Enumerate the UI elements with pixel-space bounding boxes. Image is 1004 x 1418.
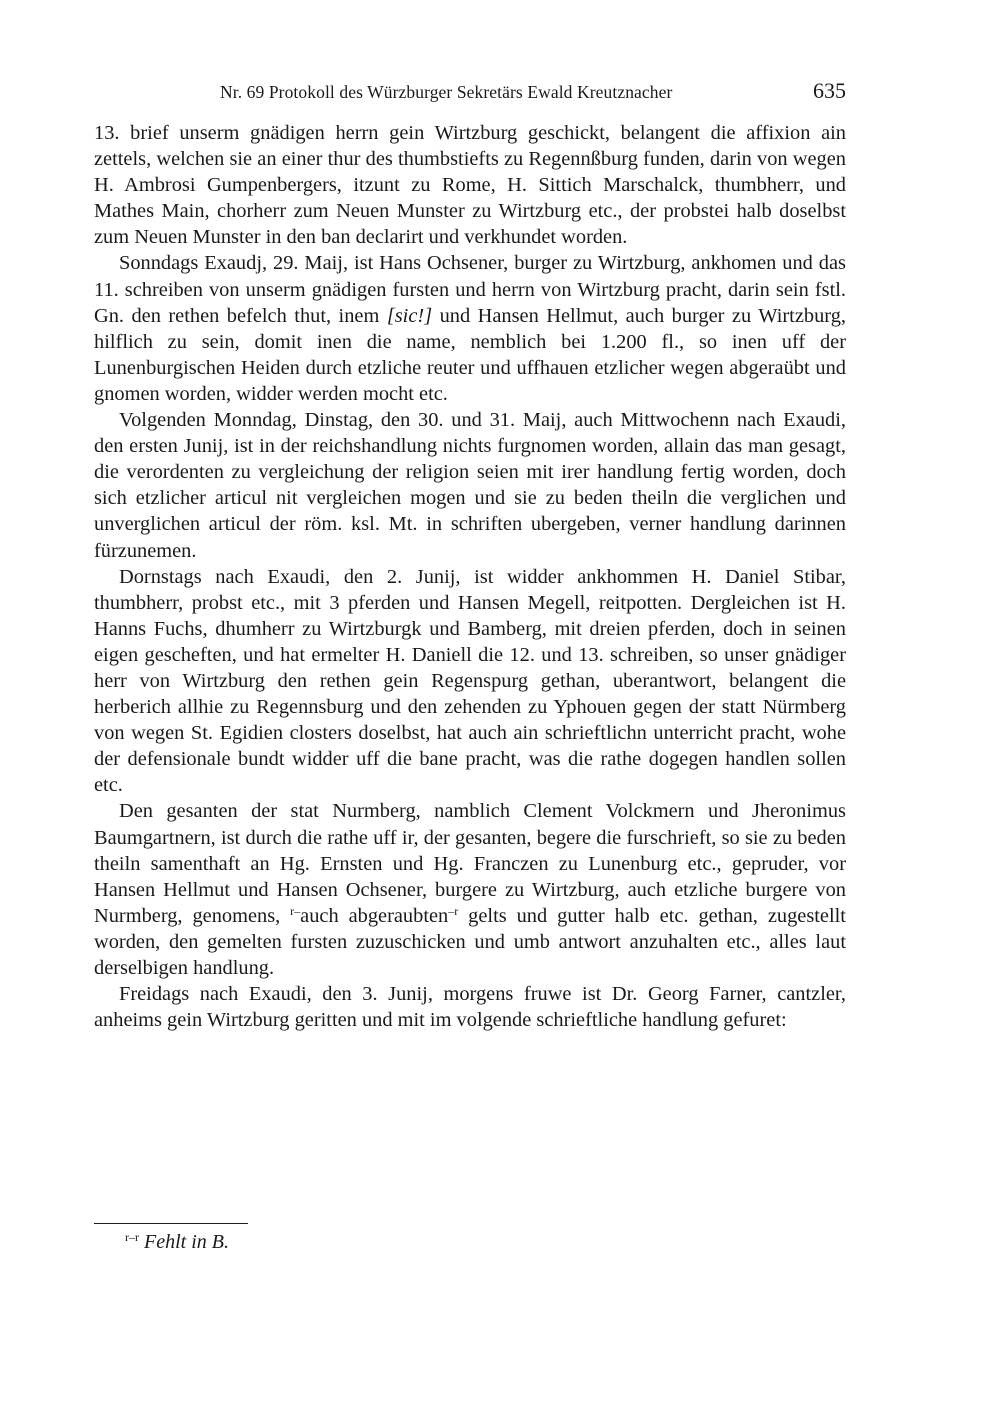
footnote-rule bbox=[94, 1223, 248, 1224]
paragraph-5-text-b: gelts und gutter halb etc. gethan, zugestellt worden, den gemelten fursten zuzuschicken und umb antwort anzuhalten etc., alles laut derselbigen handlung. bbox=[94, 904, 846, 979]
page-header bbox=[94, 78, 846, 108]
footnote bbox=[125, 1229, 229, 1255]
main-text bbox=[94, 120, 846, 1033]
paragraph-4 bbox=[94, 564, 846, 799]
footnote-mark-close: –r bbox=[448, 903, 459, 918]
footnote-mark-open: r– bbox=[290, 903, 301, 918]
paragraph-1-text: 13. brief unserm gnädigen herrn gein Wirtzburg geschickt, belangent die affixion ain zettels, welchen sie an einer thur des thumbstiefts zu Regennßburg funden, darin von wegen H. Ambrosi Gumpenbergers, itzunt zu Rome, H. Sittich Marschalck, thumbherr, und Mathes Main, chorherr zum Neuen Munster zu Wirtzburg etc., der probstei halb doselbst zum Neuen Munster in den ban declarirt und verkhundet worden. bbox=[94, 122, 846, 249]
footnote-mark: r–r bbox=[125, 1230, 139, 1244]
page-number: 635 bbox=[813, 78, 846, 103]
paragraph-5 bbox=[94, 798, 846, 981]
editorial-insertion: [sic!] bbox=[386, 304, 433, 327]
footnote-text: Fehlt in B. bbox=[144, 1231, 229, 1253]
paragraph-4-text: Dornstags nach Exaudi, den 2. Junij, ist widder ankhommen H. Daniel Stibar, thumbherr, probst etc., mit 3 pferden und Hansen Megell, reitpotten. Dergleichen ist H. Hanns Fuchs, dhumherr zu Wirtzburgk und Bamberg, mit dreien pferden, doch in seinen eigen gescheften, und hat ermelter H. Daniell die 12. und 13. schreiben, so unser gnädiger herr von Wirtzburg den rethen gein Regenspurg gethan, uberantwort, belangent die herberich allhie zu Regennsburg und den zehenden zu Yphouen gegen der statt Nürmberg von wegen St. Egidien closters doselbst, hat auch ain schrieftlichn unterricht pracht, wohe der defensionale bundt widder uff die bane pracht, was die rathe dogegen handlen sollen etc. bbox=[94, 565, 846, 797]
paragraph-6 bbox=[94, 981, 846, 1033]
paragraph-2 bbox=[94, 250, 846, 407]
paragraph-2-text-b: und Hansen Hellmut, auch burger zu Wirtzburg, hilflich zu sein, domit inen die name, nemblich bei 1.200 fl., so inen uff der Lunenburgischen Heiden durch etzliche reuter und uffhauen etzlicher wegen abgeraübt und gnomen worden, widder werden mocht etc. bbox=[94, 304, 846, 405]
paragraph-3-text: Volgenden Monndag, Dinstag, den 30. und 31. Maij, auch Mittwochenn nach Exaudi, den ersten Junij, ist in der reichshandlung nichts furgnomen worden, allain das man gesagt, die verordenten zu vergleichung der religion seien mit irer handlung fertig worden, doch sich etzlicher articul nit vergleichen mogen und sie zu beden theiln die verglichen und unverglichen articul der röm. ksl. Mt. in schriften ubergeben, verner handlung darinnen fürzunemen. bbox=[94, 409, 846, 562]
running-head: Nr. 69 Protokoll des Würzburger Sekretärs Ewald Kreutznacher bbox=[220, 82, 673, 102]
paragraph-6-text: Freidags nach Exaudi, den 3. Junij, morgens fruwe ist Dr. Georg Farner, cantzler, anheims gein Wirtzburg geritten und mit im volgende schrieftliche handlung gefuret: bbox=[94, 983, 846, 1032]
paragraph-3 bbox=[94, 407, 846, 564]
paragraph-1 bbox=[94, 120, 846, 250]
paragraph-2-text-a: Sonndags Exaudj, 29. Maij, ist Hans Ochsener, burger zu Wirtzburg, ankhomen und das 11. schreiben von unserm gnädigen fursten und herrn von Wirtzburg pracht, darin sein fstl. Gn. den rethen befelch thut, inem bbox=[94, 252, 846, 327]
paragraph-5-marked-text: auch abgeraubten bbox=[300, 904, 449, 927]
paragraph-5-text-a: Den gesanten der stat Nurmberg, namblich Clement Volckmern und Jheronimus Baumgartnern, ist durch die rathe uff ir, der gesanten, begere die furschrieft, so sie zu beden theiln samenthaft an Hg. Ernsten und Hg. Franczen zu Lunenburg etc., gepruder, vor Hansen Hellmut und Hansen Ochsener, burgere zu Wirtzburg, auch etzliche burgere von Nurmberg, genomens, bbox=[94, 800, 846, 927]
